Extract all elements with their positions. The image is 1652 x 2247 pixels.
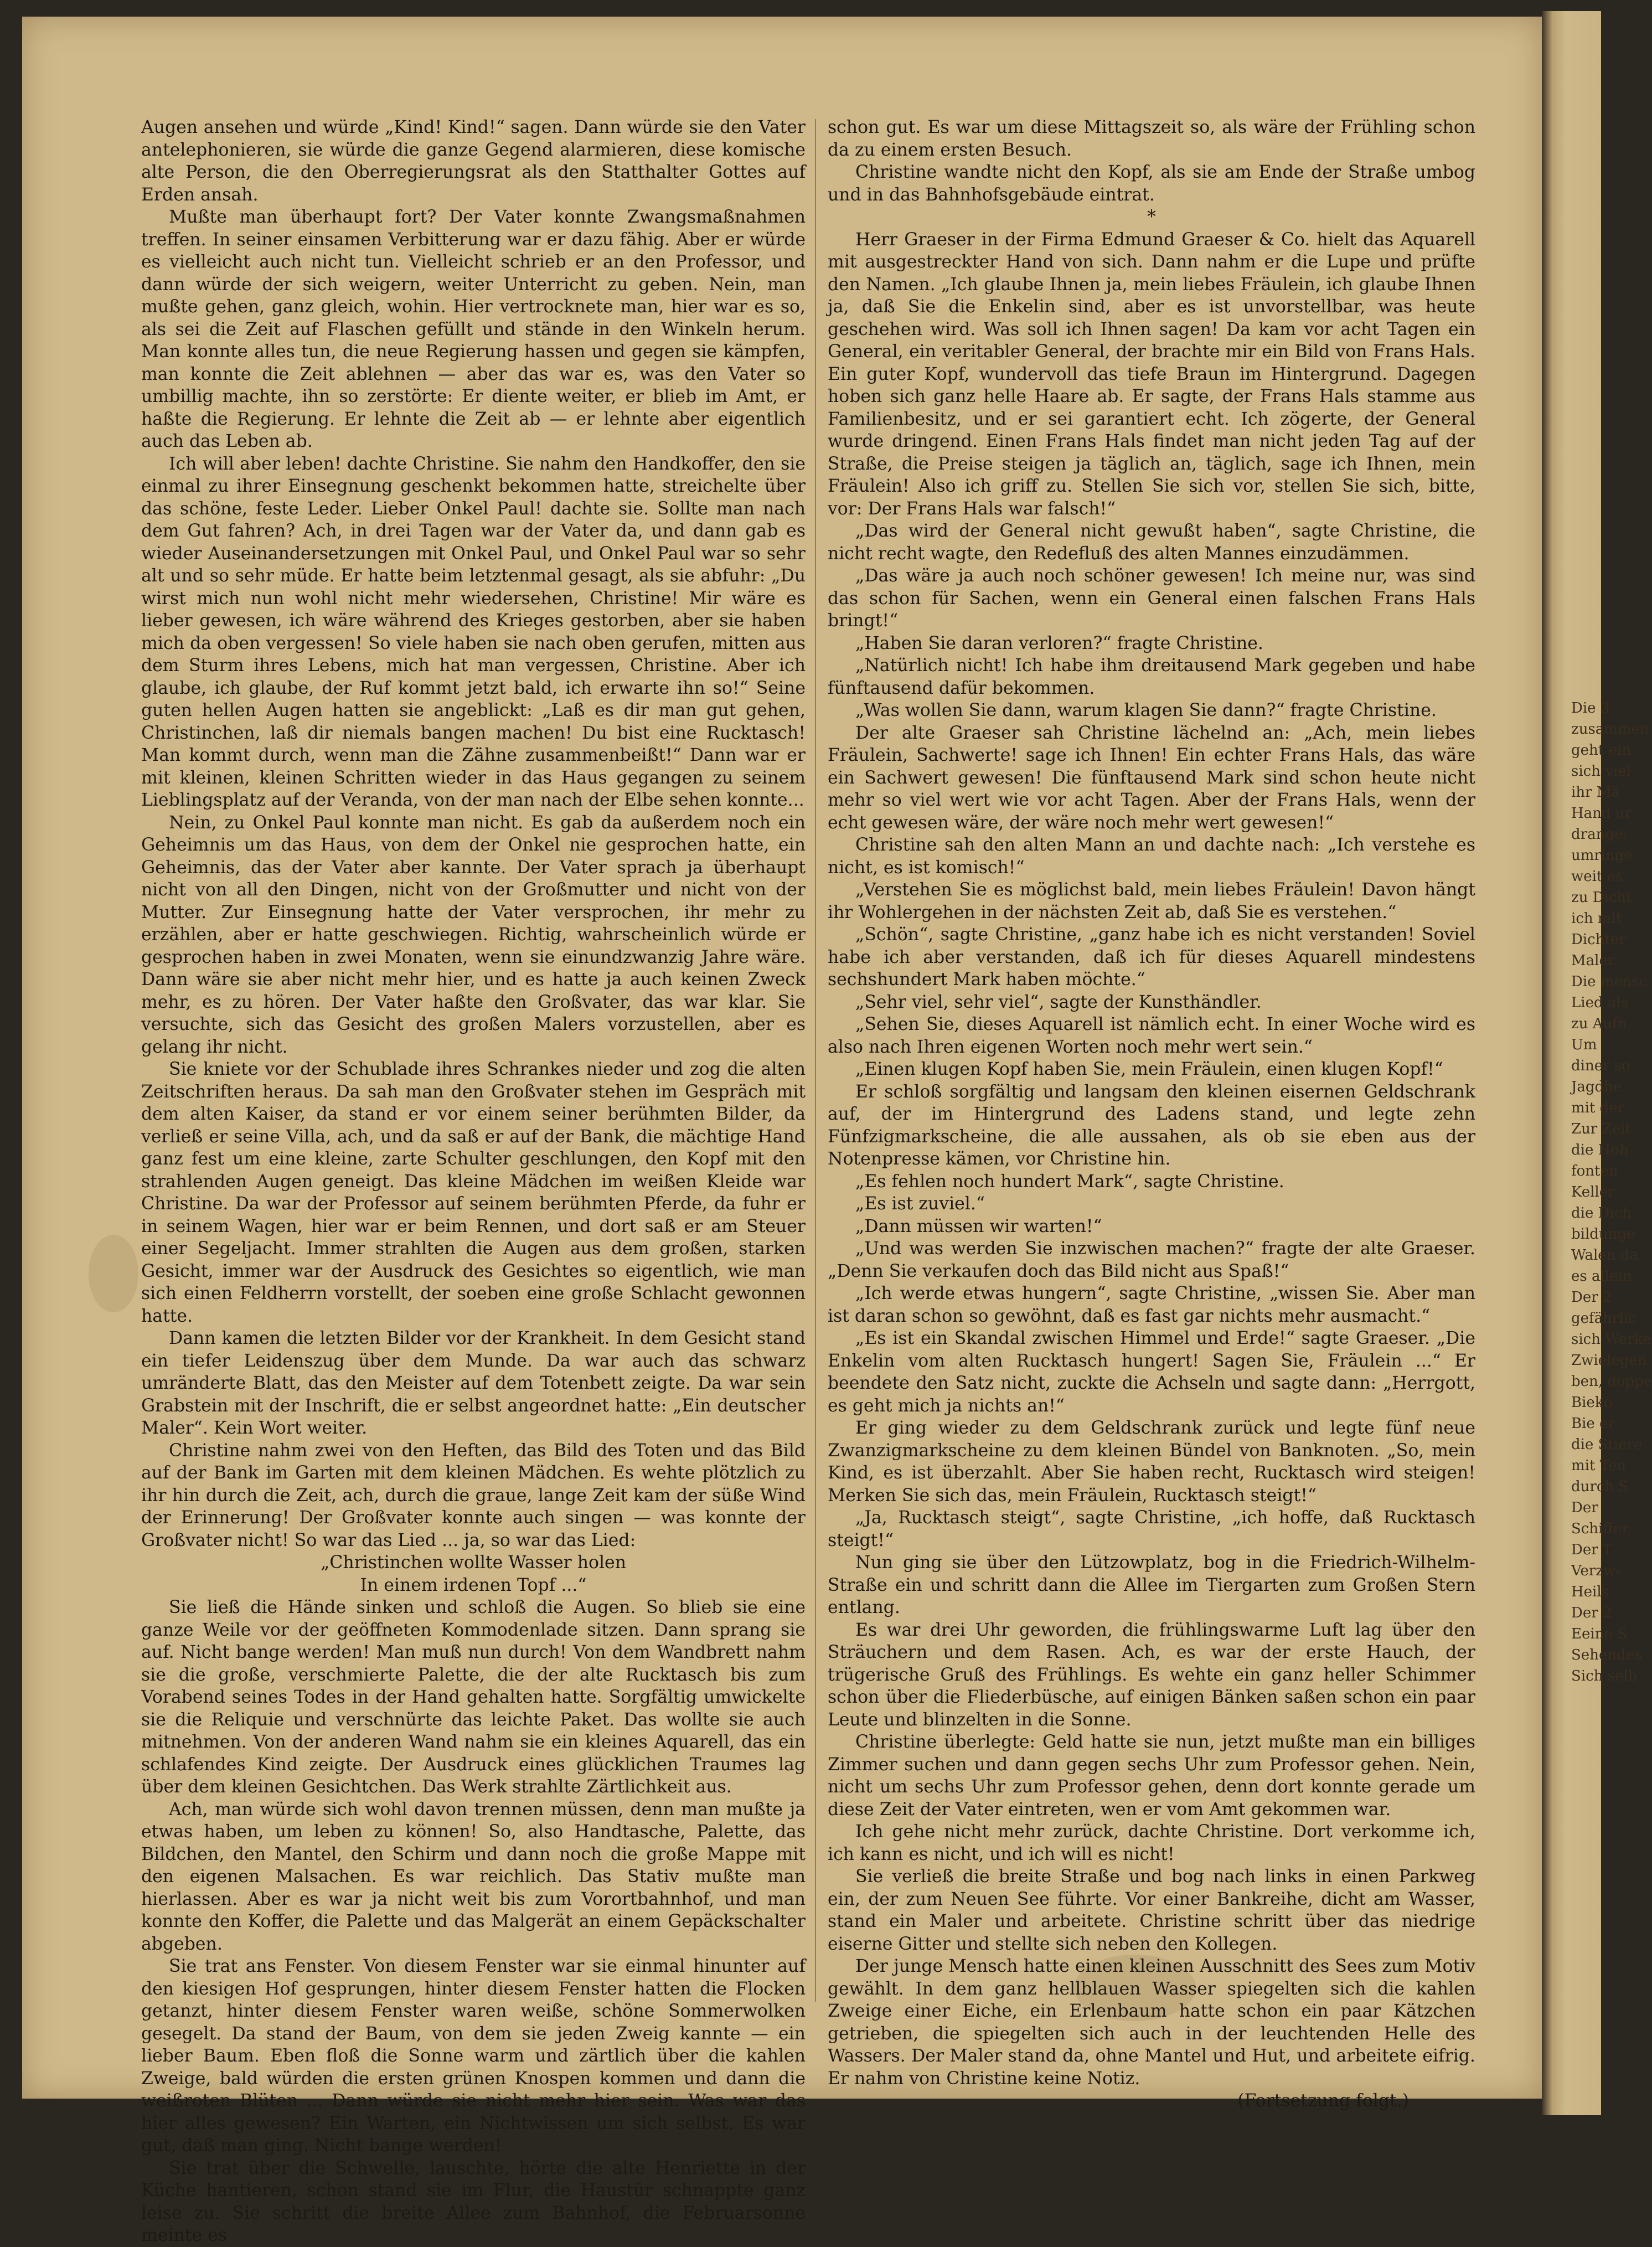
paragraph: Ich gehe nicht mehr zurück, dachte Christine. Dort verkomme ich, ich kann es nicht, und ich will es nicht!: [828, 1822, 1475, 1864]
adjacent-page-fragment: sich Werke: [1571, 1331, 1651, 1348]
paragraph: Ich will aber leben! dachte Christine. Sie nahm den Handkoffer, den sie einmal zu ihrer Einsegnung geschenkt bekommen hatte, streichelte über das schöne, feste Leder. Lieber Onkel Paul! dachte sie. Sollte man nach dem Gut fahren? Ach, in drei Tagen war der Vater da, und dann gab es wieder Auseinandersetzungen mit Onkel Paul, und Onkel Paul war so sehr alt und so sehr müde. Er hatte beim letztenmal gesagt, als sie abfuhr: „Du wirst mich nun wohl nicht mehr wiedersehen, Christine! Mir wäre es lieber gewesen, ich wäre während des Krieges gestorben, aber sie haben mich da oben vergessen! So viele haben sie nach oben gerufen, mitten aus dem Sturm ihres Lebens, mich hat man vergessen, Christine. Aber ich glaube, ich glaube, der Ruf kommt jetzt bald, ich erwarte ihn so!“ Seine guten hellen Augen hatten sie angeblickt: „Laß es dir man gut gehen, Christinchen, laß dir niemals bangen machen! Du bist eine Rucktasch! Man kommt durch, wenn man die Zähne zusammenbeißt!“ Dann war er mit kleinen, kleinen Schritten wieder in das Haus gegangen zu seinem Lieblingsplatz auf der Veranda, von der man nach der Elbe sehen konnte...: [141, 453, 806, 810]
paragraph: Dann kamen die letzten Bilder vor der Krankheit. In dem Gesicht stand ein tiefer Leidenszug über dem Munde. Da war auch das schwarz umränderte Blatt, das den Meister auf dem Totenbett zeigte. Da war sein Grabstein mit der Inschrift, die er selbst angeordnet hatte: „Ein deutscher Maler“. Kein Wort weiter.: [141, 1328, 806, 1438]
adjacent-page-fragment: Zwielegen: [1571, 1352, 1647, 1369]
paragraph: Nein, zu Onkel Paul konnte man nicht. Es gab da außerdem noch ein Geheimnis um das Haus, von dem der Onkel nie gesprochen hatte, ein Geheimnis, das der Vater aber kannte. Der Vater sprach ja überhaupt nicht von all den Dingen, nicht von der Großmutter und nicht von der Mutter. Zur Einsegnung hatte der Vater versprochen, ihr mehr zu erzählen, aber er hatte geschwiegen. Richtig, wahrscheinlich würde er gesprochen haben in zwei Monaten, wenn sie einundzwanzig Jahre wäre. Dann wäre sie aber nicht mehr hier, und es hatte ja auch keinen Zweck mehr, es zu hören. Der Vater haßte den Großvater, das war klar. Sie versuchte, sich das Gesicht des großen Malers vorzustellen, aber es gelang ihr nicht.: [141, 812, 806, 1057]
paragraph: „Das wäre ja auch noch schöner gewesen! Ich meine nur, was sind das schon für Sachen, wenn ein General einen falschen Frans Hals bringt!“: [828, 566, 1475, 631]
adjacent-page-fragment: ich mit: [1571, 910, 1622, 927]
right-text-column: [828, 116, 1475, 2112]
adjacent-page-fragment: Die 3: [1571, 700, 1610, 717]
adjacent-page-fragment: Maler.: [1571, 952, 1618, 969]
adjacent-page-fragment: Walen da: [1571, 1247, 1638, 1264]
paragraph: Nun ging sie über den Lützowplatz, bog in die Friedrich-Wilhelm-Straße ein und schritt dann die Allee im Tiergarten zum Großen Stern entlang.: [828, 1553, 1475, 1617]
adjacent-page-fragment: Der: [1571, 1499, 1598, 1516]
paragraph: Herr Graeser in der Firma Edmund Graeser & Co. hielt das Aquarell mit ausgestreckter Hand von sich. Dann nahm er die Lupe und prüfte den Namen. „Ich glaube Ihnen ja, mein liebes Fräulein, ich glaube Ihnen ja, daß Sie die Enkelin sind, aber es ist unvorstellbar, was heute geschehen wird. Was soll ich Ihnen sagen! Da kam vor acht Tagen ein General, ein veritabler General, der brachte mir ein Bild von Frans Hals. Ein guter Kopf, wundervoll das tiefe Braun im Hintergrund. Dagegen hoben sich ganz helle Haare ab. Er sagte, der Frans Hals stamme aus Familienbesitz, und er sei garantiert echt. Ich zögerte, der General wurde dringend. Einen Frans Hals findet man nicht jeden Tag auf der Straße, die Preise steigen ja täglich an, täglich, sage ich Ihnen, mein Fräulein! Also ich griff zu. Stellen Sie sich vor, stellen Sie sich, bitte, vor: Der Frans Hals war falsch!“: [828, 229, 1475, 519]
paragraph: Christine überlegte: Geld hatte sie nun, jetzt mußte man ein billiges Zimmer suchen und dann gegen sechs Uhr zum Professor gehen. Nein, nicht um sechs Uhr zum Professor gehen, denn dort konnte gerade um diese Zeit der Vater eintreten, wen er vom Amt gekommen war.: [828, 1732, 1475, 1820]
adjacent-page-fragment: Heils: [1571, 1584, 1609, 1600]
paragraph: Christine sah den alten Mann an und dachte nach: „Ich verstehe es nicht, es ist komisch!“: [828, 835, 1475, 878]
adjacent-page-fragment: ihr Mä: [1571, 784, 1620, 801]
paragraph: „Schön“, sagte Christine, „ganz habe ich es nicht verstanden! Soviel habe ich aber verstanden, daß ich für dieses Aquarell mindestens sechshundert Mark haben möchte.“: [828, 925, 1475, 989]
adjacent-page-fragment: weit es: [1571, 868, 1623, 885]
adjacent-page-fragment: zu Dicht: [1571, 889, 1632, 906]
adjacent-page-fragment: Um: [1571, 1037, 1597, 1053]
paragraph: Sie ließ die Hände sinken und schloß die Augen. So blieb sie eine ganze Weile vor der geöffneten Kommodenlade sitzen. Dann sprang sie auf. Nicht bange werden! Man muß nun durch! Von dem Wandbrett nahm sie die große, verschmierte Palette, die der alte Rucktasch bis zum Vorabend seines Todes in der Hand gehalten hatte. Sorgfältig umwickelte sie die Reliquie und verschnürte das leichte Paket. Das wollte sie auch mitnehmen. Von der anderen Wand nahm sie ein kleines Aquarell, das ein schlafendes Kind zeigte. Der Ausdruck eines glücklichen Traumes lag über dem kleinen Gesichtchen. Das Werk strahlte Zärtlichkeit aus.: [141, 1597, 806, 1797]
paragraph: „Was wollen Sie dann, warum klagen Sie dann?“ fragte Christine.: [855, 700, 1437, 720]
paper-stain: [89, 1235, 138, 1312]
paragraph: schon gut. Es war um diese Mittagszeit so, als wäre der Frühling schon da zu einem ersten Besuch.: [828, 117, 1475, 160]
adjacent-page-fragment: Hand ur: [1571, 805, 1632, 822]
adjacent-page-fragment: mit der: [1571, 1100, 1625, 1116]
adjacent-page-fragment: Verzw-: [1571, 1563, 1620, 1579]
adjacent-page-fragment: Zur Zeit: [1571, 1121, 1631, 1137]
adjacent-page-fragment: es allein: [1571, 1268, 1632, 1285]
adjacent-page-fragment: fonten: [1571, 1163, 1618, 1179]
paragraph: „Einen klugen Kopf haben Sie, mein Fräulein, einen klugen Kopf!“: [855, 1059, 1443, 1079]
adjacent-page-fragment: die Stiere: [1571, 1436, 1643, 1453]
adjacent-page-fragment: Der 2: [1571, 1605, 1612, 1621]
paragraph: „Ja, Rucktasch steigt“, sagte Christine, „ich hoffe, daß Rucktasch steigt!“: [828, 1508, 1475, 1550]
adjacent-page-fragment: ben, doppe: [1571, 1373, 1652, 1390]
adjacent-page-fragment: Die mensc: [1571, 973, 1648, 990]
adjacent-page-fragment: drange;: [1571, 826, 1628, 843]
section-break-mark: *: [1147, 207, 1156, 227]
adjacent-page-text: [1571, 698, 1652, 1684]
adjacent-page-fragment: gefährlic: [1571, 1310, 1636, 1327]
paragraph: „Sehen Sie, dieses Aquarell ist nämlich echt. In einer Woche wird es also nach Ihren eigenen Worten noch mehr wert sein.“: [828, 1014, 1475, 1057]
adjacent-page-fragment: Schiffer: [1571, 1521, 1629, 1537]
paragraph: „Es ist zuviel.“: [855, 1194, 985, 1214]
paragraph: Sie trat ans Fenster. Von diesem Fenster war sie einmal hinunter auf den kiesigen Hof gesprungen, hinter diesem Fenster hatten die Flocken getanzt, hinter diesem Fenster waren weiße, schöne Sommerwolken gesegelt. Da stand der Baum, von dem sie jeden Zweig kannte — ein lieber Baum. Eben floß die Sonne warm und zärtlich über die kahlen Zweige, bald würden die ersten grünen Knospen kommen und dann die weißroten Blüten ... Dann würde sie nicht mehr hier sein. Was war das hier alles gewesen? Ein Warten, ein Nichtwissen um sich selbst. Es war gut, daß man ging. Nicht bange werden!: [141, 1956, 806, 2156]
paragraph: Es war drei Uhr geworden, die frühlingswarme Luft lag über den Sträuchern und dem Rasen. Ach, es war der erste Hauch, der trügerische Gruß des Frühlings. Es wehte ein ganz heller Schimmer schon über die Fliederbüsche, auf einigen Bänken saßen schon ein paar Leute und blinzelten in die Sonne.: [828, 1620, 1475, 1730]
adjacent-page-fragment: geht ein: [1571, 742, 1631, 759]
paragraph: Sie verließ die breite Straße und bog nach links in einen Parkweg ein, der zum Neuen See führte. Vor einer Bankreihe, dicht am Wasser, stand ein Maler und arbeitete. Christine schritt über das niedrige eiserne Gitter und stellte sich neben den Kollegen.: [828, 1867, 1475, 1954]
paragraph: Augen ansehen und würde „Kind! Kind!“ sagen. Dann würde sie den Vater antelephonieren, sie würde die ganze Gegend alarmieren, diese komische alte Person, die den Oberregierungsrat als den Statthalter Gottes auf Erden ansah.: [141, 117, 806, 205]
paragraph: „Es fehlen noch hundert Mark“, sagte Christine.: [855, 1171, 1284, 1192]
adjacent-page-fragment: Jagdhe: [1571, 1079, 1622, 1095]
paragraph: „Sehr viel, sehr viel“, sagte der Kunsthändler.: [855, 992, 1262, 1012]
adjacent-page-fragment: umringe: [1571, 847, 1633, 864]
adjacent-page-fragment: diner so: [1571, 1058, 1630, 1074]
adjacent-page-fragment: durch S: [1571, 1478, 1629, 1495]
paragraph: „Es ist ein Skandal zwischen Himmel und Erde!“ sagte Graeser. „Die Enkelin vom alten Rucktasch hungert! Sagen Sie, Fräulein ...“ Er beendete den Satz nicht, zuckte die Achseln und sagte dann: „Herrgott, es geht mich ja nichts an!“: [828, 1328, 1475, 1416]
left-text-column: [141, 116, 806, 2247]
paragraph: Er ging wieder zu dem Geldschrank zurück und legte fünf neue Zwanzigmarkscheine zu dem kleinen Bündel von Banknoten. „So, mein Kind, es ist überzahlt. Aber Sie haben recht, Rucktasch wird steigen! Merken Sie sich das, mein Fräulein, Rucktasch steigt!“: [828, 1418, 1475, 1506]
paragraph: Ach, man würde sich wohl davon trennen müssen, denn man mußte ja etwas haben, um leben zu können! So, also Handtasche, Palette, das Bildchen, den Mantel, den Schirm und dann noch die große Mappe mit den eigenen Malsachen. Es war reichlich. Das Stativ mußte man hierlassen. Aber es war ja nicht weit bis zum Vorortbahnhof, und man konnte den Koffer, die Palette und das Malgerät an einem Gepäckschalter abgeben.: [141, 1799, 806, 1954]
adjacent-page-fragment: die Dich: [1571, 1205, 1632, 1222]
paragraph: „Verstehen Sie es möglichst bald, mein liebes Fräulein! Davon hängt ihr Wohlergehen in der nächsten Zeit ab, daß Sie es verstehen.“: [828, 880, 1475, 922]
column-divider: [815, 119, 816, 2002]
adjacent-page-fragment: Der 2: [1571, 1289, 1612, 1306]
adjacent-page-fragment: Sehendes: [1571, 1647, 1642, 1663]
paragraph: Sie trat über die Schwelle, lauschte, hörte die alte Henriette in der Küche hantieren, schon stand sie im Flur, die Haustür schnappte ganz leise zu. Sie schritt die breite Allee zum Bahnhof, die Februarsonne meinte es: [141, 2158, 806, 2245]
adjacent-page-fragment: Bieko: [1571, 1394, 1613, 1411]
paragraph: „Und was werden Sie inzwischen machen?“ fragte der alte Graeser. „Denn Sie verkaufen doch das Bild nicht aus Spaß!“: [828, 1239, 1475, 1281]
continuation-note: (Fortsetzung folgt.): [1237, 2091, 1409, 2111]
adjacent-page-fragment: Eeine S: [1571, 1626, 1627, 1642]
paragraph: Der alte Graeser sah Christine lächelnd an: „Ach, mein liebes Fräulein, Sachwerte! sage ich Ihnen! Ein echter Frans Hals, das wäre ein Sachwert gewesen! Die fünftausend Mark sind schon heute nicht mehr so viel wert wie vor acht Tagen. Aber der Frans Hals, wenn der echt gewesen wäre, der wäre noch mehr wert gewesen!“: [828, 723, 1475, 833]
paragraph: „Haben Sie daran verloren?“ fragte Christine.: [855, 633, 1263, 653]
paragraph: „Natürlich nicht! Ich habe ihm dreitausend Mark gegeben und habe fünftausend dafür bekommen.: [828, 656, 1475, 698]
adjacent-page-fragment: Dichter: [1571, 931, 1626, 948]
paragraph: „Dann müssen wir warten!“: [855, 1216, 1102, 1236]
verse-line: „Christinchen wollte Wasser holen: [320, 1553, 626, 1573]
adjacent-page-fragment: zusammen: [1571, 721, 1649, 738]
adjacent-page-fragment: bildunge: [1571, 1226, 1635, 1243]
adjacent-page-fragment: Lied als: [1571, 994, 1629, 1011]
adjacent-page-fragment: Der T: [1571, 1542, 1613, 1558]
paragraph: Mußte man überhaupt fort? Der Vater konnte Zwangsmaßnahmen treffen. In seiner einsamen Verbitterung war er dazu fähig. Aber er würde es vielleicht auch nicht tun. Vielleicht schrieb er an den Professor, und dann würde der sich weigern, weiter Unterricht zu geben. Nein, man mußte gehen, ganz gleich, wohin. Hier vertrocknete man, hier war es so, als sei die Zeit auf Flaschen gefüllt und stände in den Winkeln herum. Man konnte alles tun, die neue Regierung hassen und gegen sie kämpfen, man konnte die Zeit ablehnen — aber das war es, was den Vater so umbillig machte, ihn so zerstörte: Er diente weiter, er blieb im Amt, er haßte die Regierung. Er lehnte die Zeit ab — er lehnte aber eigentlich auch das Leben ab.: [141, 207, 806, 451]
adjacent-page-fragment: mit Ten: [1571, 1457, 1627, 1474]
paragraph: Christine wandte nicht den Kopf, als sie am Ende der Straße umbog und in das Bahnhofsgebäude eintrat.: [828, 162, 1475, 205]
paragraph: Der junge Mensch hatte einen kleinen Ausschnitt des Sees zum Motiv gewählt. In dem ganz hellblauen Wasser spiegelten sich die kahlen Zweige einer Eiche, ein Erlenbaum hatte schon ein paar Kätzchen getrieben, die spiegelten sich auch in der leuchtenden Helle des Wassers. Der Maler stand da, ohne Mantel und Hut, und arbeitete eifrig. Er nahm von Christine keine Notiz.: [828, 1956, 1475, 2089]
adjacent-page-fragment: Sich selb: [1571, 1668, 1638, 1684]
adjacent-page-fragment: Bie er: [1571, 1415, 1615, 1432]
paragraph: Er schloß sorgfältig und langsam den kleinen eisernen Geldschrank auf, der im Hintergrund des Ladens stand, und legte zehn Fünfzigmarkscheine, die alle aussahen, als ob sie eben aus der Notenpresse kämen, vor Christine hin.: [828, 1081, 1475, 1169]
paragraph: Christine nahm zwei von den Heften, das Bild des Toten und das Bild auf der Bank im Garten mit dem kleinen Mädchen. Es wehte plötzlich zu ihr hin durch die Zeit, ach, durch die graue, lange Zeit kam der süße Wind der Erinnerung! Der Großvater konnte auch singen — was konnte der Großvater nicht! So war das Lied ... ja, so war das Lied:: [141, 1440, 806, 1550]
paragraph: „Das wird der General nicht gewußt haben“, sagte Christine, die nicht recht wagte, den Redefluß des alten Mannes einzudämmen.: [828, 521, 1475, 564]
verse-line: In einem irdenen Topf ...“: [360, 1575, 587, 1595]
adjacent-page-fragment: die Hoh: [1571, 1142, 1629, 1158]
paragraph: „Ich werde etwas hungern“, sagte Christine, „wissen Sie. Aber man ist daran schon so gewöhnt, daß es fast gar nichts mehr ausmacht.“: [828, 1284, 1475, 1326]
adjacent-page-fragment: Keller: [1571, 1184, 1615, 1200]
adjacent-page-fragment: sich viel: [1571, 763, 1631, 780]
paragraph: Sie kniete vor der Schublade ihres Schrankes nieder und zog die alten Zeitschriften heraus. Da sah man den Großvater stehen im Gespräch mit dem alten Kaiser, da stand er vor einem seiner berühmten Bilder, da verließ er seine Villa, ach, und da saß er auf der Bank, die mächtige Hand ganz fest um eine kleine, zarte Schulter geschlungen, den Kopf mit den strahlenden Augen geneigt. Das kleine Mädchen im weißen Kleide war Christine. Da war der Professor auf seinem berühmten Pferde, da fuhr er in seinem Wagen, hier war er beim Rennen, und dort saß er am Steuer einer Segeljacht. Immer strahlten die Augen aus dem großen, starken Gesicht, immer war der Ausdruck des Gesichtes so eigentlich, wie man sich einen Feldherrn vorstellt, der soeben eine große Schlacht gewonnen hatte.: [141, 1059, 806, 1326]
adjacent-page-fragment: zu Aufn: [1571, 1016, 1627, 1032]
